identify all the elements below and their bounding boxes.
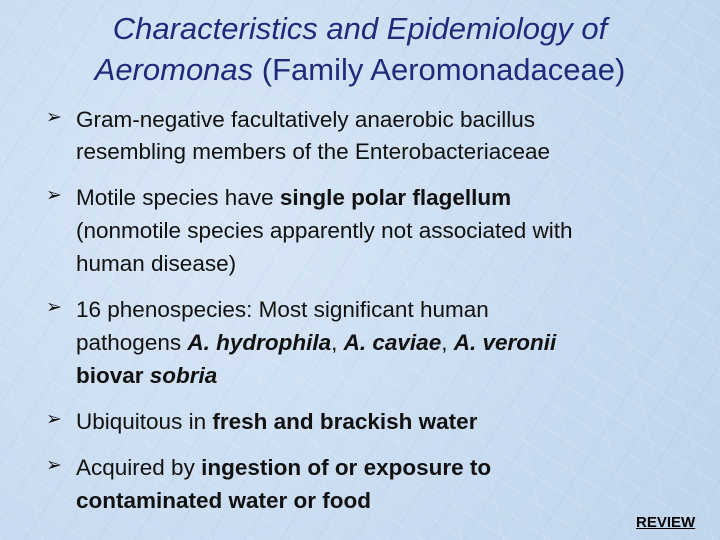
bullet-text-bold: biovar bbox=[76, 363, 150, 388]
bullet-text-plain: pathogens bbox=[76, 330, 188, 355]
title-line-1: Characteristics and Epidemiology of bbox=[112, 11, 608, 46]
bullet-text-bold: fresh and brackish water bbox=[212, 409, 478, 434]
arrow-bullet-icon: ➢ bbox=[46, 454, 62, 476]
species-name: A. hydrophila bbox=[187, 330, 332, 355]
bullet-text-plain: Acquired by bbox=[76, 455, 202, 480]
arrow-bullet-icon: ➢ bbox=[46, 106, 62, 128]
bullet-text bbox=[76, 360, 706, 392]
bullet-text-bold: ingestion of or exposure to bbox=[201, 455, 492, 480]
title-family: (Family Aeromonadaceae) bbox=[253, 52, 626, 87]
review-link[interactable]: REVIEW bbox=[636, 514, 696, 531]
species-name: A. caviae bbox=[343, 330, 442, 355]
bullet-text: (nonmotile species apparently not associated with bbox=[76, 218, 573, 243]
bullet-text-plain: Motile species have bbox=[76, 185, 280, 210]
bullet-text bbox=[76, 182, 706, 214]
bullet-text bbox=[76, 327, 706, 359]
bullet-text: 16 phenospecies: Most significant human bbox=[76, 297, 489, 322]
bullet-text: Gram-negative facultatively anaerobic bacillus bbox=[76, 107, 535, 132]
species-name: sobria bbox=[149, 363, 218, 388]
arrow-bullet-icon: ➢ bbox=[46, 296, 62, 318]
bullet-text-plain: Ubiquitous in bbox=[76, 409, 213, 434]
arrow-bullet-icon: ➢ bbox=[46, 184, 62, 206]
arrow-bullet-icon: ➢ bbox=[46, 408, 62, 430]
title-genus: Aeromonas bbox=[94, 52, 254, 87]
species-name: A. veronii bbox=[453, 330, 557, 355]
bullet-text: human disease) bbox=[76, 251, 237, 276]
bullet-text bbox=[76, 452, 706, 484]
bullet-text: resembling members of the Enterobacteriaceae bbox=[76, 139, 550, 164]
bullet-text-bold: contaminated water or food bbox=[76, 488, 372, 513]
separator: , bbox=[331, 330, 344, 355]
separator: , bbox=[441, 330, 454, 355]
bullet-text bbox=[76, 406, 706, 438]
bullet-text-bold: single polar flagellum bbox=[279, 185, 512, 210]
